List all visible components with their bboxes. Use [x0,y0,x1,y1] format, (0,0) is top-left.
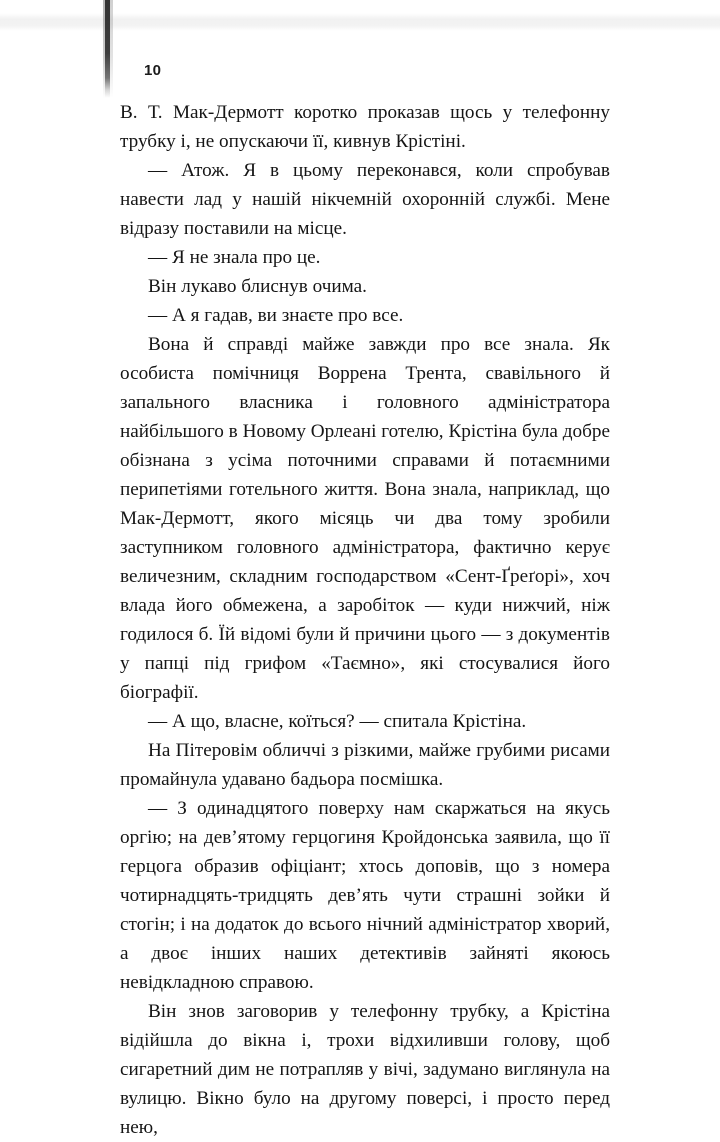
binding-shadow-artifact [105,0,110,98]
body-text [120,98,610,1142]
paragraph: — Я не знала про це. [148,247,321,268]
paragraph: — З одинадцятого поверху нам скаржаться на якусь оргію; на дев’ятому герцогиня Кройдонська заявила, що її герцога образив офіціант; хтось доповів, що з номера чотирнадцять-тридцять дев’ять чути страшні зойки й стогін; і на додаток до всього нічний адміністратор хворий, а двоє інших наших детективів зайняті якоюсь невідкладною справою. [120,798,610,993]
paragraph: В. Т. Мак-Дермотт коротко проказав щось у телефонну трубку і, не опускаючи її, кивнув Крістіні. [120,102,610,152]
scan-band-artifact [0,13,720,31]
paragraph: Вона й справді майже завжди про все знала. Як особиста помічниця Воррена Трента, свавільного й запального власника і головного адміністратора найбільшого в Новому Орлеані готелю, Крістіна була добре обізнана з усіма поточними справами й потаємними перипетіями готельного життя. Вона знала, наприклад, що Мак-Дермотт, якого місяць чи два тому зробили заступником головного адміністратора, фактично керує величезним, складним господарством «Сент-Ґреґорі», хоч влада його обмежена, а заробіток — куди нижчий, ніж годилося б. Їй відомі були й причини цього — з документів у папці під грифом «Таємно», які стосувалися його біографії. [120,334,610,703]
page-number: 10 [144,62,162,79]
paragraph: — А що, власне, коїться? — спитала Крістіна. [148,711,527,732]
paragraph: — А я гадав, ви знаєте про все. [148,305,404,326]
paragraph: — Атож. Я в цьому переконався, коли спробував навести лад у нашій нікчемній охоронній службі. Мене відразу поставили на місце. [120,160,610,239]
paragraph: На Пітеровім обличчі з різкими, майже грубими рисами промайнула удавано бадьора посмішка. [120,740,610,790]
paragraph: Він лукаво блиснув очима. [148,276,367,297]
paragraph: Він знов заговорив у телефонну трубку, а Крістіна відійшла до вікна і, трохи відхиливши голову, щоб сигаретний дим не потрапляв у вічі, задумано виглянула на вулицю. Вікно було на другому поверсі, і просто перед нею, [120,1001,610,1138]
